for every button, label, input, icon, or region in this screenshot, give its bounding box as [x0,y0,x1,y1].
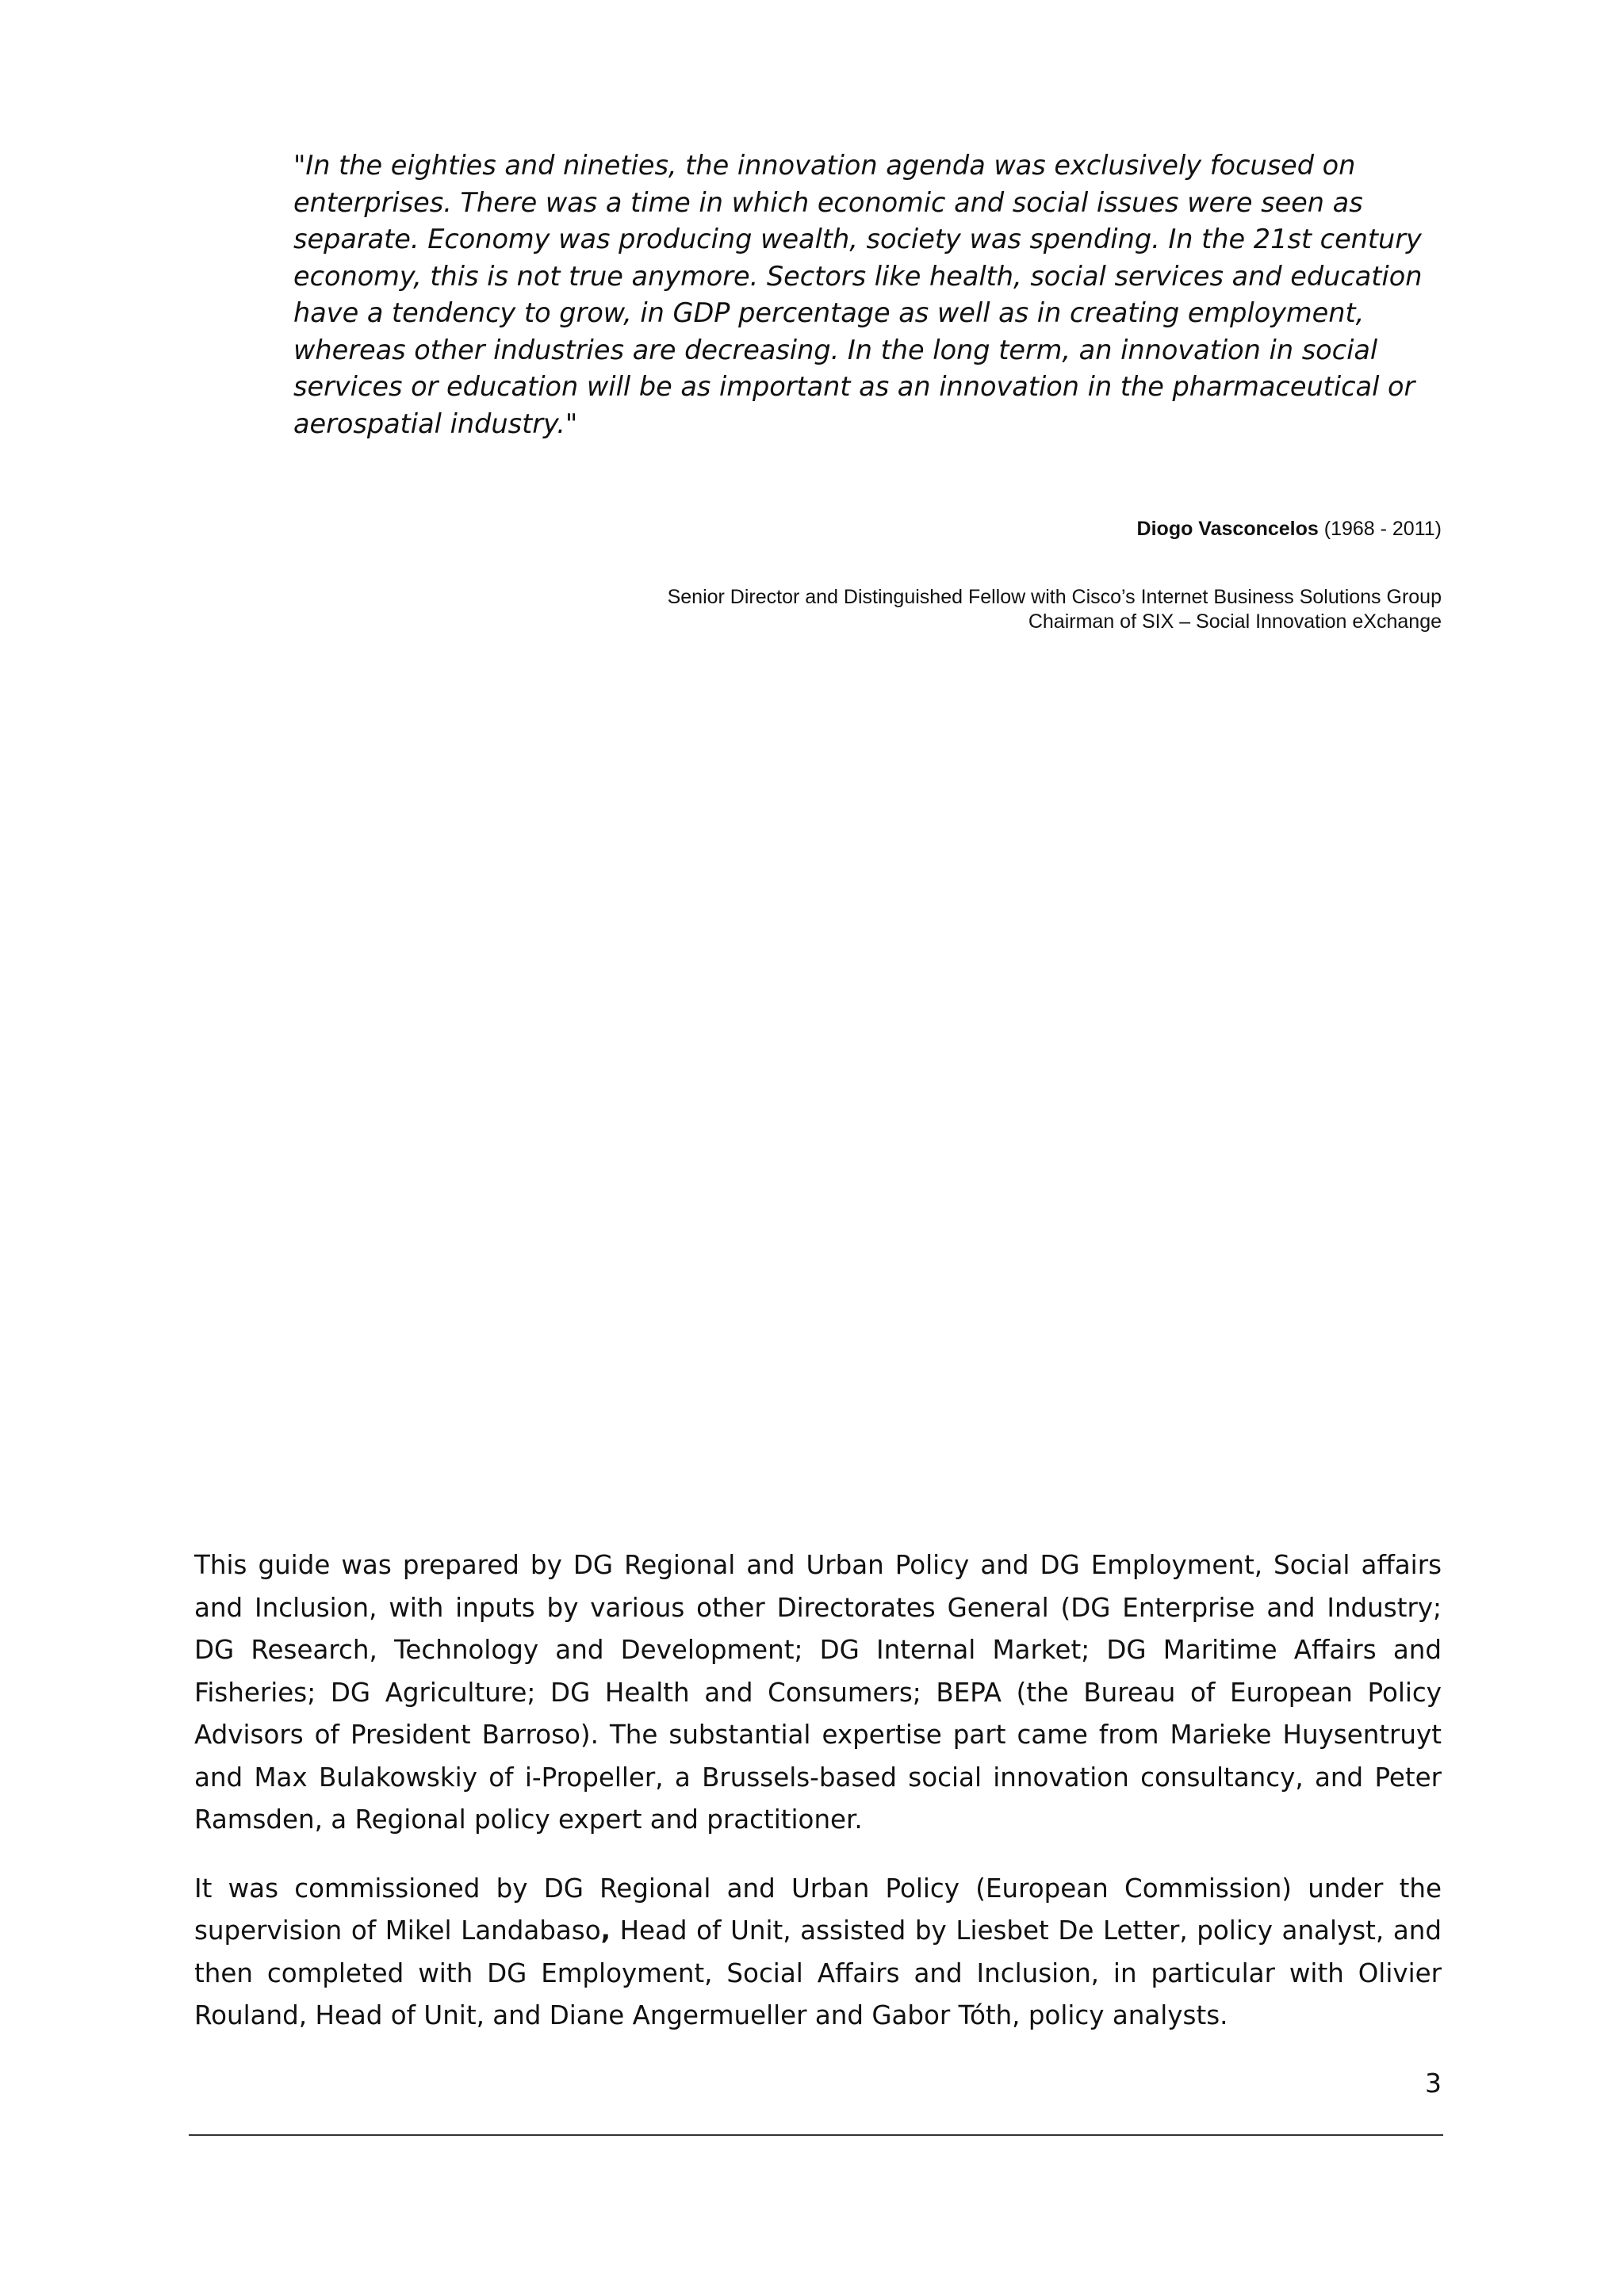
footer-divider [189,2134,1443,2136]
author-name: Diogo Vasconcelos [1136,518,1319,540]
author-years: (1968 - 2011) [1323,518,1442,540]
author-roles [668,585,1442,634]
acknowledgements-paragraph-1: This guide was prepared by DG Regional and Urban Policy and DG Employment, Social affairs and Inclusion, with inputs by various other Directorates General (DG Enterprise and Industry; DG Research, Technology and Development; DG Internal Market; DG Maritime Affairs and Fisheries; DG Agriculture; DG Health and Consumers; BEPA (the Bureau of European Policy Advisors of President Barroso). The substantial expertise part came from Marieke Huysentruyt and Max Bulakowskiy of i-Propeller, a Brussels-based social innovation consultancy, and Peter Ramsden, a Regional policy expert and practitioner. [194,1550,1442,1835]
acknowledgements-paragraph-2 [194,1868,1442,2038]
author-role-six: Chairman of SIX – Social Innovation eXchange [1028,610,1442,633]
page-number: 3 [1425,2068,1442,2099]
acknowledgements-body [194,1544,1442,2064]
epigraph-quote: "In the eighties and nineties, the innovation agenda was exclusively focused on enterprises. There was a time in which economic and social issues were seen as separate. Economy was producing wealth, society was spending. In the 21st century economy, this is not true anymore. Sectors like health, social services and education have a tendency to grow, in GDP percentage as well as in creating employment, whereas other industries are decreasing. In the long term, an innovation in social services or education will be as important as an innovation in the pharmaceutical or aerospatial industry." [293,150,1423,439]
paragraph-2-bold-comma: , [600,1915,611,1946]
paragraph-2-text-start: It was commissioned by DG Regional and Urban Policy (European Commission) under the supervision of Mikel Landabaso [194,1873,1442,1946]
paragraph-2-text-end: Head of Unit, assisted by Liesbet De Letter, policy analyst, and then completed with DG Employment, Social Affairs and Inclusion, in particular with Olivier Rouland, Head of Unit, and Diane Angermueller and Gabor Tóth, policy analysts. [194,1915,1442,2030]
quote-attribution [1137,517,1442,541]
author-role-cisco: Senior Director and Distinguished Fellow with Cisco’s Internet Business Solutions Group [667,586,1442,608]
